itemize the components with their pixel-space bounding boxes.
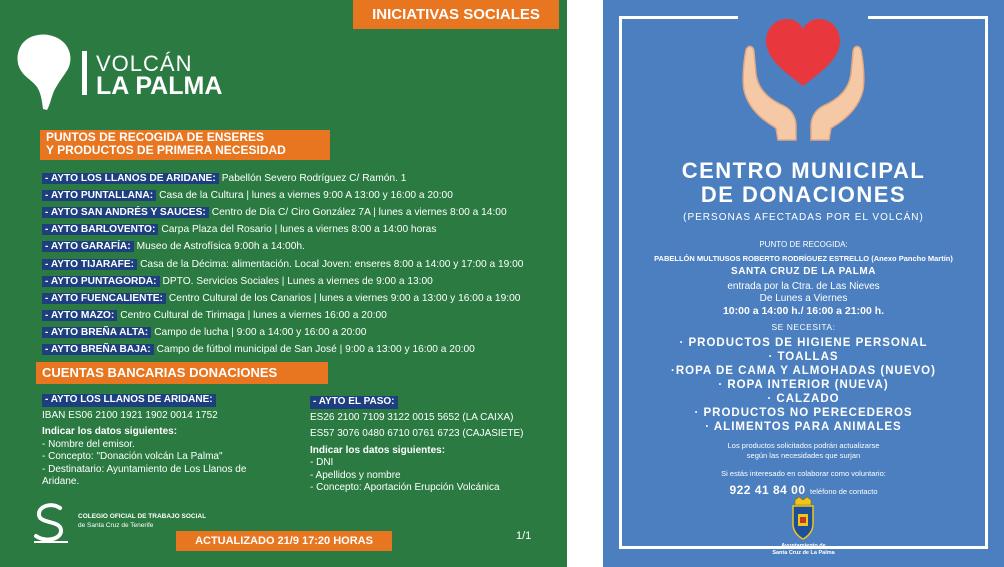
list-item: - AYTO LOS LLANOS DE ARIDANE: Pabellón Severo Rodríguez C/ Ramón. 1: [42, 170, 557, 187]
collection-points-list: [42, 170, 557, 358]
needs-list: [603, 336, 1004, 434]
city-text: SANTA CRUZ DE LA PALMA: [731, 266, 876, 277]
heart-hands-icon: [736, 8, 871, 143]
list-item: - Concepto: "Donación volcán La Palma": [42, 451, 223, 462]
dias-text: De Lunes a Viernes: [759, 293, 848, 304]
list-item: · CALZADO: [767, 393, 840, 405]
la-palma-island-icon: [16, 33, 72, 111]
ayto-line-2: Santa Cruz de La Palma: [772, 550, 835, 556]
iniciativas-sociales-tag: INICIATIVAS SOCIALES: [353, 0, 559, 29]
list-item: ·ROPA DE CAMA Y ALMOHADAS (NUEVO): [671, 365, 936, 377]
note-line-1: Los productos solicitados podrán actualizarse: [727, 441, 880, 450]
punto-label: PUNTO DE RECOGIDA:: [759, 240, 848, 249]
list-item: · ALIMENTOS PARA ANIMALES: [705, 421, 902, 433]
subtitle: (PERSONAS AFECTADAS POR EL VOLCÁN): [683, 212, 924, 223]
se-necesita-label: SE NECESITA:: [771, 322, 836, 332]
list-item: - AYTO BREÑA ALTA: Campo de lucha | 9:00 a 14:00 y 16:00 a 20:00: [42, 324, 557, 341]
list-item: · ROPA INTERIOR (NUEVA): [718, 379, 889, 391]
phone-number: 922 41 84 00: [729, 483, 806, 497]
list-item: - Destinatario: Ayuntamiento de Los Llanos de Aridane.: [42, 463, 247, 487]
account-los-llanos: - AYTO LOS LLANOS DE ARIDANE: IBAN ES06 2100 1921 1902 0014 1752 Indicar los datos siguientes: - Nombre del emisor. - Concepto: "Donación volcán La Palma" - Destinatario: Ayuntamiento de Los Llanos de Aridane.: [42, 394, 282, 489]
account-el-paso: - AYTO EL PASO: ES26 2100 7109 3122 0015 5652 (LA CAIXA) ES57 3076 0480 6710 0761 6723 (CAJASIETE) Indicar los datos siguientes: - DNI - Apellidos y nombre - Concepto: Aportación Erupción Volcánica: [310, 396, 560, 495]
section-recogida-heading: PUNTOS DE RECOGIDA DE ENSERES Y PRODUCTOS DE PRIMERA NECESIDAD: [40, 130, 330, 160]
section-cuentas-heading: CUENTAS BANCARIAS DONACIONES: [36, 362, 328, 384]
list-item: · TOALLAS: [768, 351, 839, 363]
list-item: · PRODUCTOS NO PERECEDEROS: [694, 407, 913, 419]
list-item: · PRODUCTOS DE HIGIENE PERSONAL: [679, 337, 928, 349]
list-item: - Nombre del emisor.: [42, 438, 135, 450]
list-item: - AYTO MAZO: Centro Cultural de Tirimaga | lunes a viernes 16:00 a 20:00: [42, 307, 557, 324]
pabellon-text: PABELLÓN MULTIUSOS ROBERTO RODRÍGUEZ ESTRELLO (Anexo Pancho Martín): [654, 254, 953, 263]
iban-text: IBAN ES06 2100 1921 1902 0014 1752: [42, 409, 218, 421]
indicar-heading: Indicar los datos siguientes:: [42, 426, 178, 437]
iban-text: ES26 2100 7109 3122 0015 5652 (LA CAIXA): [310, 411, 514, 423]
logo-line-volcan: VOLCÁN: [96, 51, 193, 76]
ayto-line-1: Ayuntamiento de: [781, 543, 826, 549]
list-item: - Apellidos y nombre: [310, 469, 401, 481]
colegio-text: COLEGIO OFICIAL DE TRABAJO SOCIAL de Santa Cruz de Tenerife: [78, 513, 207, 529]
colegio-logo-icon: [30, 502, 72, 544]
page-number: 1/1: [516, 530, 532, 542]
logo-divider: [82, 51, 87, 95]
list-item: - AYTO FUENCALIENTE: Centro Cultural de los Canarios | lunes a viernes 9:00 a 13:00 y 16:00 a 19:00: [42, 290, 557, 307]
list-item: - AYTO SAN ANDRÉS Y SAUCES: Centro de Día C/ Ciro González 7A | lunes a viernes 8:00 a 14:00: [42, 204, 557, 221]
indicar-heading: Indicar los datos siguientes:: [310, 444, 446, 456]
list-item: - AYTO BREÑA BAJA: Campo de fútbol municipal de San José | 9:00 a 13:00 y 16:00 a 20:00: [42, 341, 557, 358]
iban-text: ES57 3076 0480 6710 0761 6723 (CAJASIETE): [310, 428, 524, 439]
list-item: - AYTO TIJARAFE: Casa de la Décima: alimentación. Local Joven: enseres 8:00 a 14:00 y 17:00 a 19:00: [42, 255, 557, 272]
note-line-2: según las necesidades que surjan: [746, 451, 861, 460]
title-line-1: CENTRO MUNICIPAL: [681, 158, 926, 183]
title-line-2: DE DONACIONES: [700, 182, 907, 207]
right-poster: [603, 0, 1004, 567]
logo-line-la-palma: LA PALMA: [96, 72, 223, 100]
list-item: - AYTO PUNTAGORDA: DPTO. Servicios Sociales | Lunes a viernes de 9:00 a 13:00: [42, 273, 557, 290]
list-item: - AYTO BARLOVENTO: Carpa Plaza del Rosario | lunes a viernes 8:00 a 14:00 horas: [42, 221, 557, 238]
list-item: - AYTO PUNTALLANA: Casa de la Cultura | lunes a viernes 9:00 A 13:00 y 16:00 a 20:00: [42, 187, 557, 204]
voluntario-text: Si estás interesado en colaborar como voluntario:: [721, 469, 886, 478]
coat-of-arms-icon: [789, 496, 817, 540]
list-item: - Concepto: Aportación Erupción Volcánica: [310, 482, 500, 493]
phone-label: teléfono de contacto: [809, 487, 878, 496]
list-item: - DNI: [310, 457, 334, 468]
horas-text: 10:00 a 14:00 h./ 16:00 a 21:00 h.: [722, 305, 885, 317]
list-item: - AYTO GARAFÍA: Museo de Astrofísica 9:00h a 14:00h.: [42, 238, 557, 255]
updated-badge: ACTUALIZADO 21/9 17:20 HORAS: [176, 531, 392, 551]
entrada-text: entrada por la Ctra. de Las Nieves: [727, 281, 880, 292]
